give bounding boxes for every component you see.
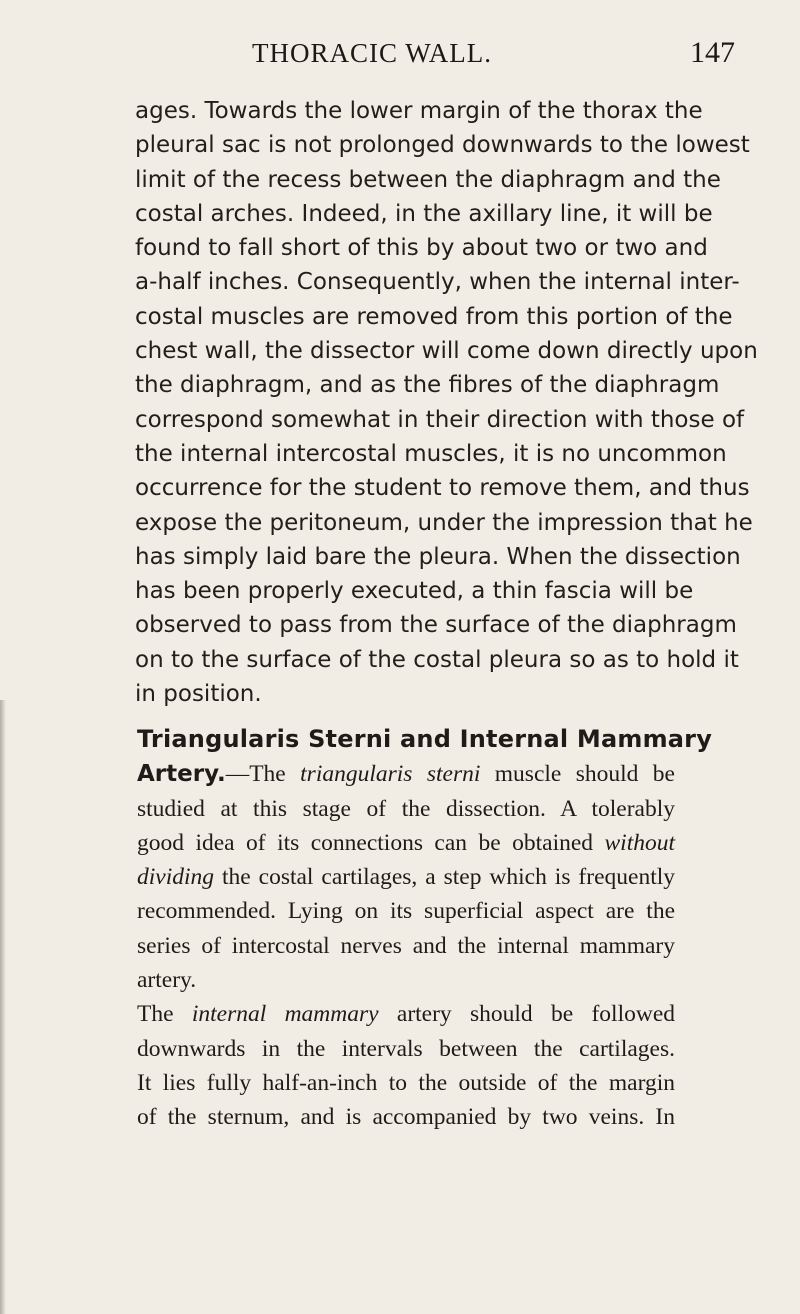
text-line: costal muscles are removed from this portion of the [135,303,733,330]
text-line: limit of the recess between the diaphragm and the [135,166,721,193]
text-line: observed to pass from the surface of the diaphragm [135,612,737,639]
section-heading [137,722,713,757]
page-number: 147 [690,36,735,69]
section-triangularis-sterni [137,722,713,1135]
text-line: correspond somewhat in their direction with those of [135,406,745,433]
text-line: has simply laid bare the pleura. When the dissection [135,543,741,570]
text-line: in position. [135,681,262,708]
paragraph-continued [135,94,758,711]
text-line: ages. Towards the lower margin of the thorax the [135,98,703,124]
text-line [137,997,675,1031]
running-title: THORACIC WALL. [252,38,492,68]
running-header [0,38,800,78]
text-run: artery should be followed [378,1001,675,1028]
text-line: expose the peritoneum, under the impression that he [135,509,753,536]
text-line: series of intercostal nerves and the internal mammary [137,932,675,959]
text-run: —The [225,761,301,788]
text-line: costal arches. Indeed, in the axillary line, it will be [135,200,713,227]
text-line: on to the surface of the costal pleura so as to hold it [135,646,739,673]
text-run: muscle should be [480,761,675,788]
text-line [137,757,675,791]
text-line: the internal intercostal muscles, it is no uncommon [135,440,727,467]
page-gutter-shadow [0,700,6,1314]
text-run: the costal cartilages, a step which is frequently [214,864,675,891]
italic-term: without [604,829,675,856]
text-run: The [137,1001,192,1028]
text-line: recommended. Lying on its superficial aspect are the [137,898,675,925]
text-line: chest wall, the dissector will come down directly upon [135,338,758,365]
text-line [137,826,675,860]
text-line: the diaphragm, and as the fibres of the diaphragm [135,372,720,399]
text-line: a-half inches. Consequently, when the internal inter- [135,269,740,296]
italic-term: triangularis sterni [300,761,481,788]
section-heading-text-cont: Artery. [137,761,226,788]
text-line: downwards in the intervals between the cartilages. [137,1035,675,1062]
text-line: studied at this stage of the dissection. A tolerably [137,795,675,822]
text-line: has been properly executed, a thin fascia will be [135,578,694,605]
text-line: pleural sac is not prolonged downwards to the lowest [135,132,750,159]
section-heading-text: Triangularis Sterni and Internal Mammary [137,725,713,753]
text-line: of the sternum, and is accompanied by two veins. In [137,1104,675,1131]
text-line: occurrence for the student to remove them, and thus [135,475,750,502]
italic-term: dividing [137,864,215,891]
text-line: found to fall short of this by about two or two and [135,235,708,262]
text-line [137,860,675,894]
text-line: It lies fully half-an-inch to the outside of the margin [137,1069,675,1096]
text-line: artery. [137,967,197,994]
italic-term: internal mammary [191,1001,379,1028]
text-run: good idea of its connections can be obtained [137,829,605,856]
